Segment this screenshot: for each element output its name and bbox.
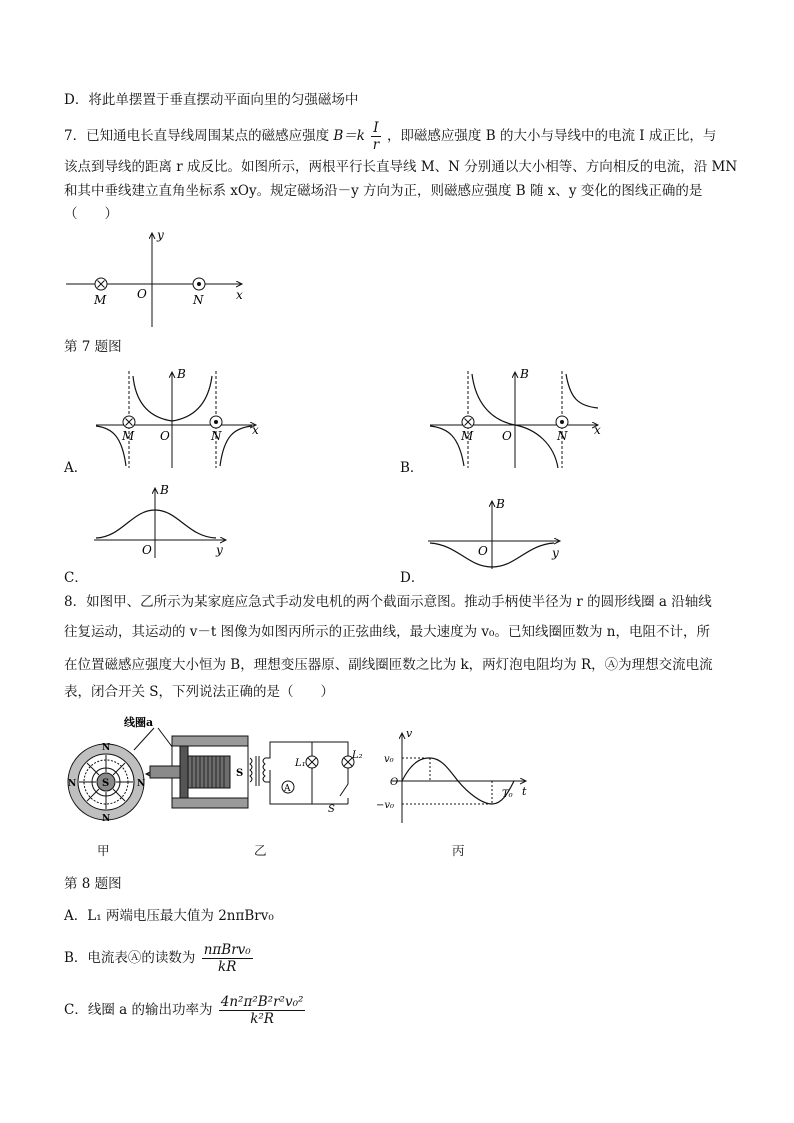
option-a-o-label: O (160, 429, 170, 443)
q7-option-b-graph (426, 366, 616, 471)
option-a-x-label: x (252, 423, 259, 437)
option-b-wire-n-icon (556, 416, 568, 428)
q7-option-d[interactable]: D． (400, 570, 425, 586)
q7-figure-caption: 第 7 题图 (64, 339, 122, 355)
jia-n-top: N (102, 743, 111, 753)
q7-frac-den: r (372, 137, 380, 153)
q7-option-c[interactable]: C． (64, 570, 88, 586)
q8-option-b-text: B．电流表Ⓐ的读数为 (64, 950, 196, 966)
option-d-y-label: y (552, 546, 559, 560)
q8-line-4: 表，闭合开关 S，下列说法正确的是（ ） (64, 684, 335, 700)
q8-line-2: 往复运动，其运动的 v－t 图像为如图丙所示的正弦曲线，最大速度为 v₀。已知线圈匝数为 n，电阻不计，所 (64, 624, 710, 640)
jia-s-center: S (102, 778, 110, 789)
yi-switch-label: S (328, 804, 335, 815)
q8-option-c-fraction (219, 994, 306, 1027)
bing-t0-label: T₀ (502, 789, 513, 800)
q8-option-b-fraction (202, 942, 253, 975)
q7-line-3: 和其中垂线建立直角坐标系 xOy。规定磁场沿－y 方向为正，则磁感应强度 B 随 x、y 变化的图线正确的是 (64, 183, 703, 199)
wire-n-out-icon (193, 278, 205, 290)
q8-line-3: 在位置磁感应强度大小恒为 B，理想变压器原、副线圈匝数之比为 k，两灯泡电阻均为 R，Ⓐ为理想交流电流 (64, 657, 713, 673)
q7-formula-lhs: B＝k (333, 128, 365, 144)
option-b-wire-m-icon (462, 416, 474, 428)
bing-v-label: v (406, 727, 413, 740)
q7-line-2: 该点到导线的距离 r 成反比。如图所示，两根平行长直导线 M、N 分别通以大小相等、方向相反的电流，沿 MN (64, 159, 738, 175)
q7-blank: （ ） (64, 206, 118, 222)
ammeter-icon (282, 781, 294, 794)
wire-m-into-icon (95, 278, 107, 290)
bing-t-label: t (522, 785, 527, 798)
q7-option-c-graph (92, 482, 242, 562)
q8-option-c-text: C．线圈 a 的输出功率为 (64, 1002, 213, 1018)
option-a-wire-n-icon (210, 416, 222, 428)
q7-n-label: N (193, 293, 204, 307)
option-d-o-label: O (478, 544, 488, 558)
q7-option-d-graph (426, 497, 576, 577)
option-c-b-label: B (160, 483, 169, 497)
q8-figure-yi (124, 714, 364, 824)
option-b-n-label: N (557, 429, 568, 443)
option-a-wire-m-icon (123, 416, 135, 428)
q7-y-label: y (157, 228, 164, 242)
q7-option-a[interactable]: A． (64, 460, 88, 476)
q8-figure-bing (376, 727, 532, 827)
q8-option-c-num: 4n²π²B²r²v₀² (220, 994, 304, 1010)
jia-n-bottom: N (102, 814, 111, 824)
yi-l1-label: L₁ (295, 758, 306, 769)
jia-n-left: N (68, 779, 77, 789)
q7-line-1-a: 7．已知通电长直导线周围某点的磁感应强度 (64, 128, 330, 144)
option-d-b-label: B (496, 497, 505, 511)
q8-option-b-num: nπBrv₀ (203, 942, 251, 958)
option-a-b-label: B (177, 367, 186, 381)
q7-line-1 (64, 120, 716, 153)
q7-m-label: M (94, 293, 107, 307)
bing-o-label: O (390, 777, 399, 788)
q8-yi-label: 乙 (254, 843, 267, 858)
ammeter-a-label: A (284, 784, 291, 794)
q7-line-1-b: ，即磁感应强度 B 的大小与导线中的电流 I 成正比，与 (386, 128, 717, 144)
option-b-o-label: O (502, 429, 512, 443)
q8-option-b[interactable] (64, 942, 255, 975)
q7-figure (60, 225, 260, 335)
q6-option-d: D．将此单摆置于垂直摆动平面向里的匀强磁场中 (64, 92, 359, 108)
option-b-x-label: x (594, 423, 601, 437)
bing-v0-label: v₀ (384, 754, 394, 765)
q8-option-b-den: kR (218, 959, 237, 975)
q7-frac-num: I (373, 120, 379, 136)
q8-jia-label: 甲 (97, 843, 110, 858)
q7-option-a-graph (92, 366, 272, 471)
q8-bing-label: 丙 (452, 843, 465, 858)
yi-coil-label: 线圈a (124, 716, 154, 729)
q8-line-1: 8．如图甲、乙所示为某家庭应急式手动发电机的两个截面示意图。推动手柄使半径为 r 的圆形线圈 a 沿轴线 (64, 594, 712, 610)
q7-origin-label: O (137, 287, 147, 301)
jia-n-right: N (137, 779, 146, 789)
q8-option-a[interactable]: A．L₁ 两端电压最大值为 2nπBrv₀ (64, 908, 274, 924)
option-b-b-label: B (520, 367, 529, 381)
q8-option-c-den: k²R (250, 1011, 274, 1027)
switch-s-icon (340, 784, 348, 796)
q7-option-b[interactable]: B． (400, 460, 424, 476)
option-c-y-label: y (216, 543, 223, 557)
option-a-n-label: N (211, 429, 222, 443)
option-c-o-label: O (142, 543, 152, 557)
option-a-m-label: M (122, 429, 135, 443)
q7-formula-fraction (371, 120, 380, 153)
q7-x-label: x (236, 288, 243, 302)
yi-s-label: S (236, 768, 244, 779)
q8-option-c[interactable] (64, 994, 307, 1027)
lamp-l1-icon (306, 756, 318, 768)
bing-neg-v0-label: −v₀ (376, 800, 395, 811)
yi-l2-label: L₂ (352, 750, 363, 761)
option-b-m-label: M (461, 429, 474, 443)
q8-figure-caption: 第 8 题图 (64, 876, 122, 892)
